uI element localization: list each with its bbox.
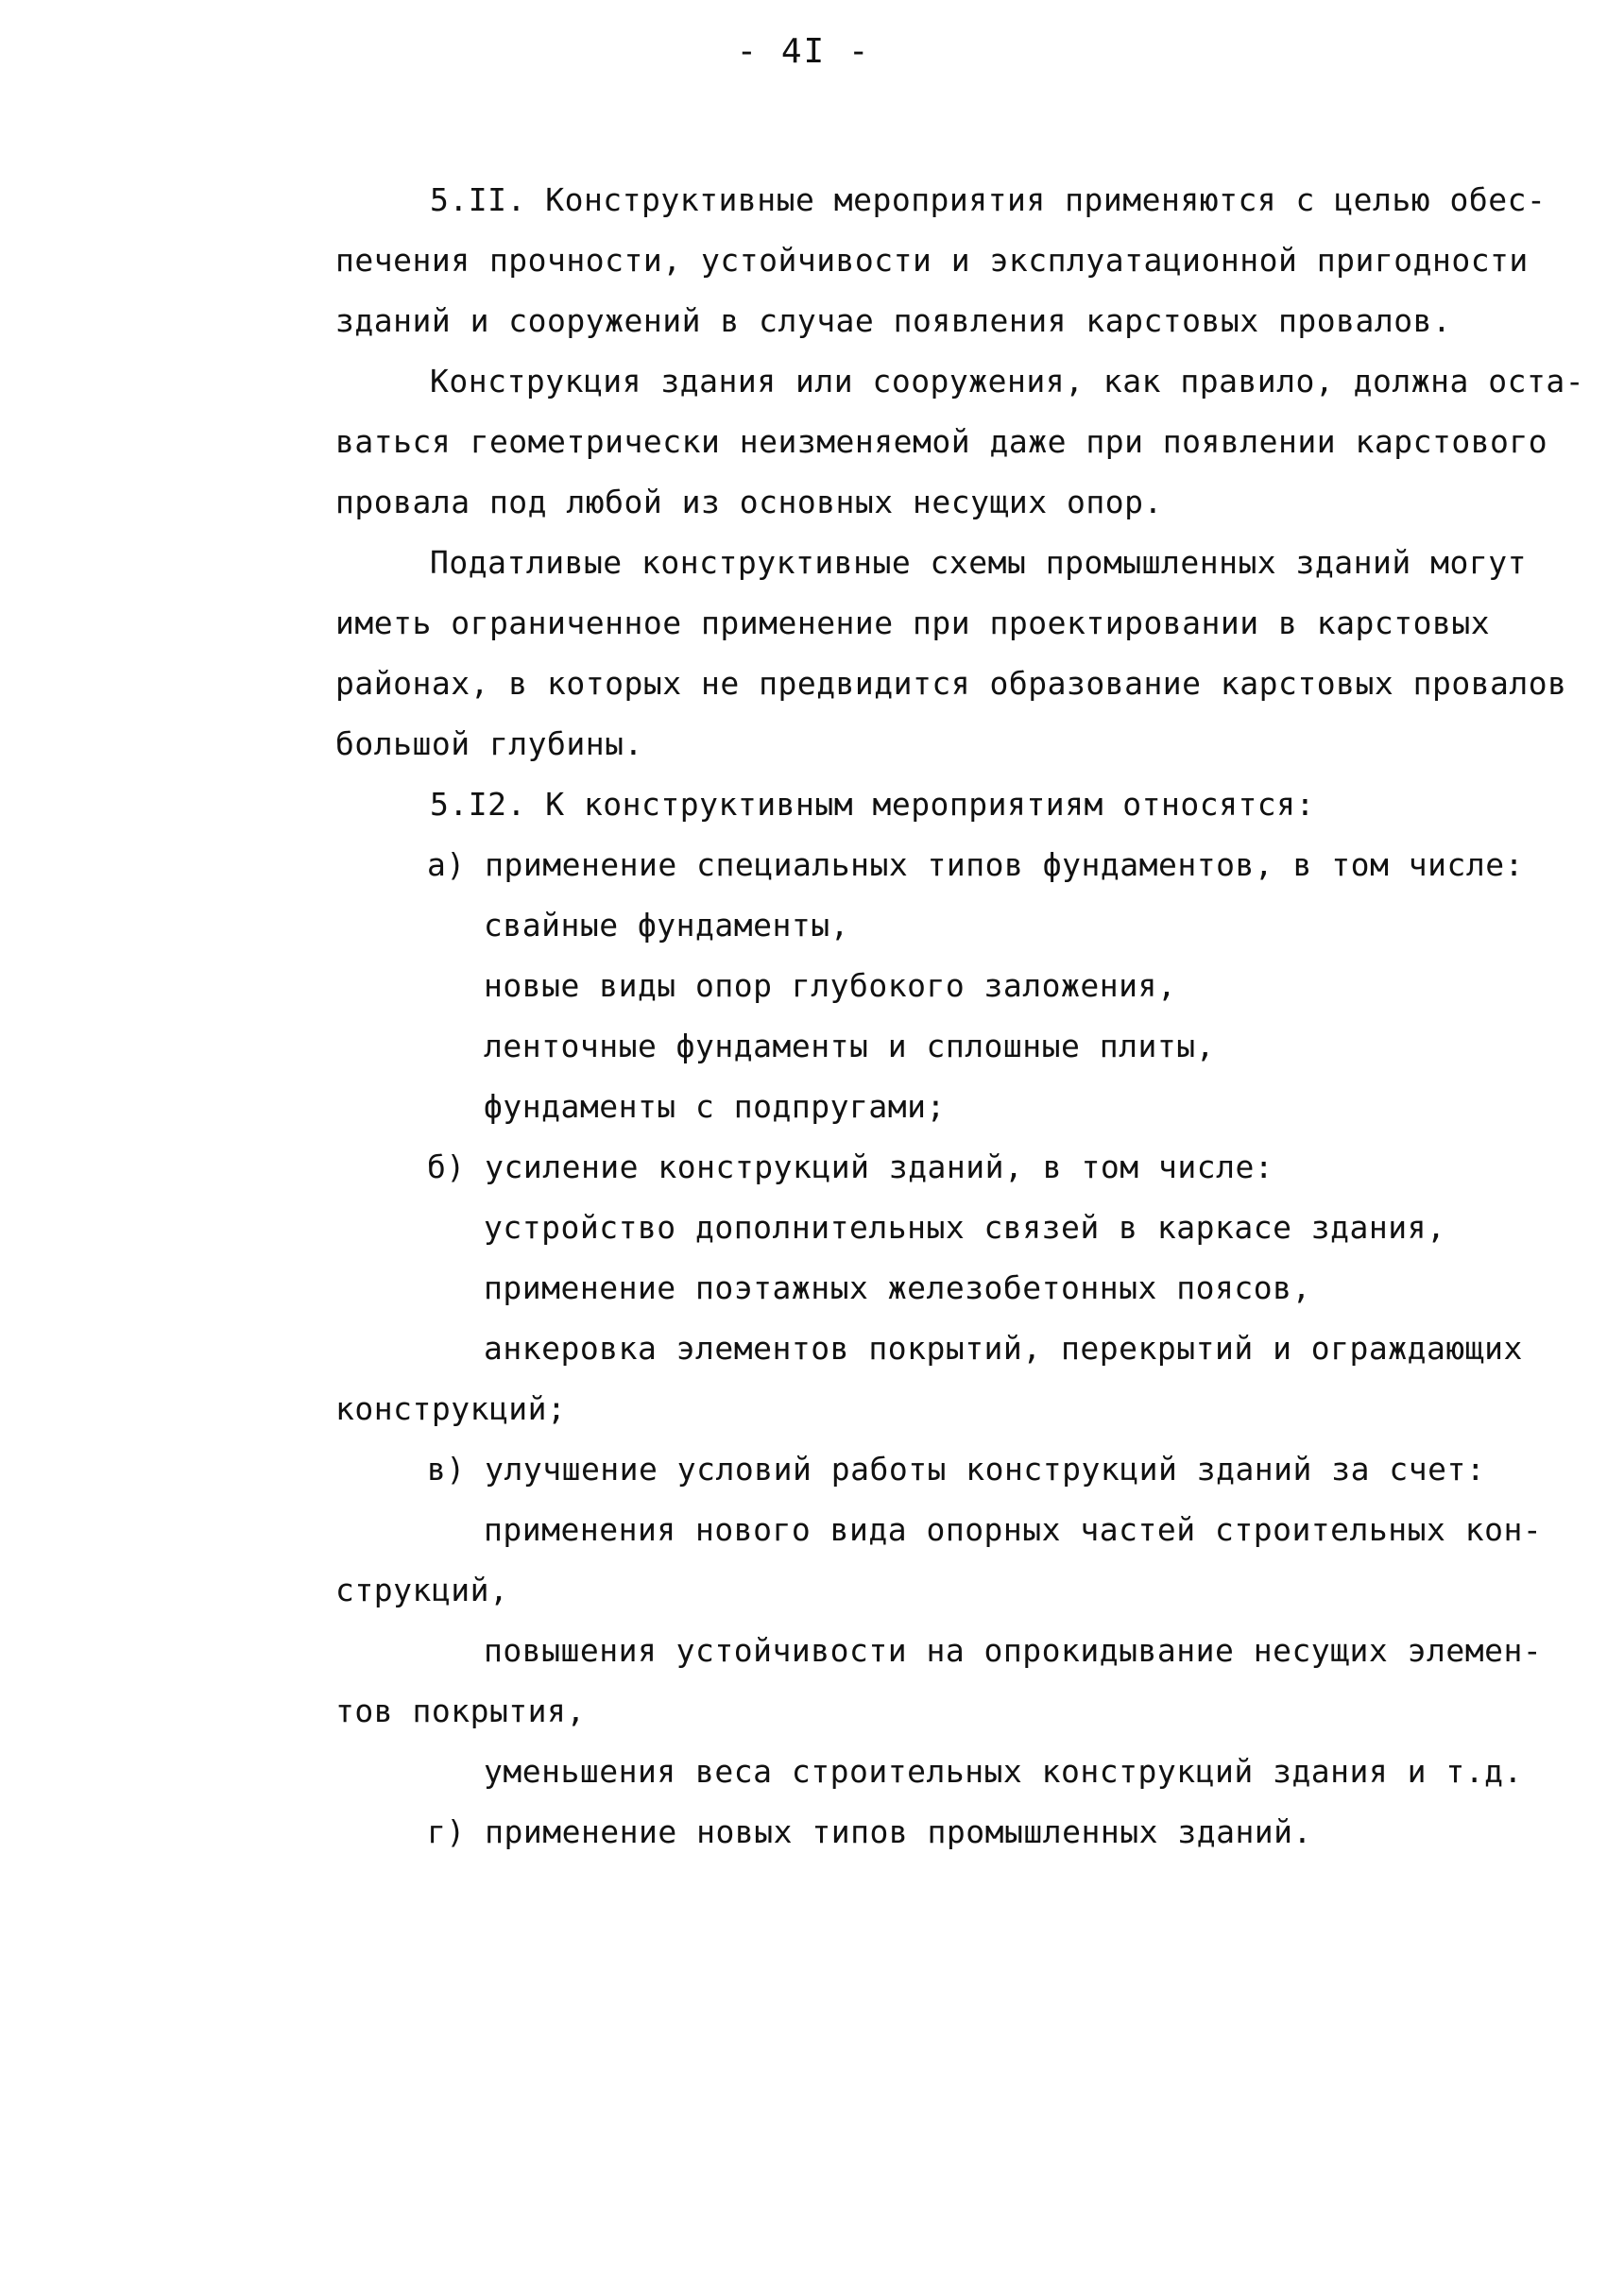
page-number: - 4I - bbox=[736, 32, 871, 71]
paragraph-schemes-line-1: Податливые конструктивные схемы промышленных зданий могут bbox=[430, 544, 1527, 581]
list-item-a-sub-2: новые виды опор глубокого заложения, bbox=[484, 967, 1177, 1004]
paragraph-schemes-line-4: большой глубины. bbox=[335, 725, 643, 762]
list-item-a-sub-4: фундаменты с подпругами; bbox=[484, 1088, 946, 1125]
paragraph-structure-line-1: Конструкция здания или сооружения, как правило, должна оста- bbox=[430, 363, 1585, 400]
paragraph-5-11-line-3: зданий и сооружений в случае появления карстовых провалов. bbox=[335, 302, 1452, 339]
list-item-v: в) улучшение условий работы конструкций зданий за счет: bbox=[427, 1451, 1486, 1488]
list-item-v-sub-1-continuation: струкций, bbox=[335, 1572, 509, 1608]
list-item-b-sub-3-continuation: конструкций; bbox=[335, 1390, 567, 1427]
list-item-a: а) применение специальных типов фундаментов, в том числе: bbox=[427, 846, 1524, 883]
paragraph-5-11-line-2: печения прочности, устойчивости и эксплуатационной пригодности bbox=[335, 242, 1529, 279]
paragraph-schemes-line-2: иметь ограниченное применение при проектировании в карстовых bbox=[335, 604, 1491, 641]
paragraph-schemes-line-3: районах, в которых не предвидится образование карстовых провалов bbox=[335, 665, 1567, 702]
list-item-v-sub-1: применения нового вида опорных частей строительных кон- bbox=[484, 1511, 1543, 1548]
document-body bbox=[335, 170, 1585, 1862]
paragraph-5-11-line-1: 5.II. Конструктивные мероприятия применяются с целью обес- bbox=[430, 181, 1547, 218]
list-item-b-sub-3: анкеровка элементов покрытий, перекрытий и ограждающих bbox=[484, 1330, 1523, 1367]
list-item-v-sub-2: повышения устойчивости на опрокидывание несущих элемен- bbox=[484, 1632, 1543, 1669]
paragraph-5-12-heading: 5.I2. К конструктивным мероприятиям относятся: bbox=[430, 786, 1315, 823]
list-item-v-sub-2-continuation: тов покрытия, bbox=[335, 1692, 586, 1729]
list-item-v-sub-3: уменьшения веса строительных конструкций здания и т.д. bbox=[484, 1753, 1523, 1790]
paragraph-structure-line-3: провала под любой из основных несущих опор. bbox=[335, 484, 1163, 520]
list-item-b: б) усиление конструкций зданий, в том числе: bbox=[427, 1148, 1274, 1185]
paragraph-structure-line-2: ваться геометрически неизменяемой даже при появлении карстового bbox=[335, 423, 1548, 460]
list-item-a-sub-1: свайные фундаменты, bbox=[484, 907, 849, 944]
list-item-a-sub-3: ленточные фундаменты и сплошные плиты, bbox=[484, 1028, 1215, 1064]
list-item-b-sub-2: применение поэтажных железобетонных поясов, bbox=[484, 1269, 1311, 1306]
list-item-g: г) применение новых типов промышленных зданий. bbox=[427, 1813, 1312, 1850]
list-item-b-sub-1: устройство дополнительных связей в каркасе здания, bbox=[484, 1209, 1446, 1246]
